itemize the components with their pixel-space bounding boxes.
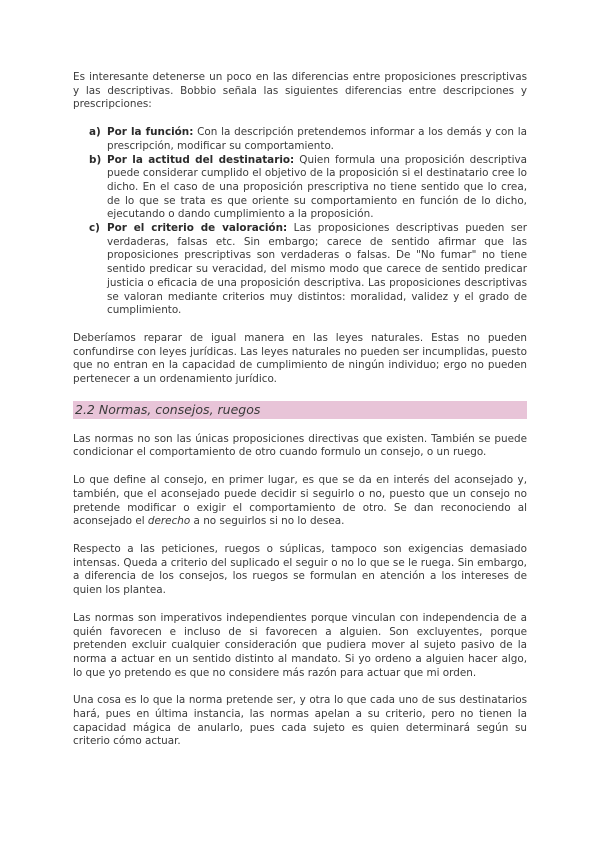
list-marker: c) (89, 222, 100, 235)
list-marker: a) (89, 126, 101, 139)
paragraph-criteria: Una cosa es lo que la norma pretende ser, y otra lo que cada uno de sus destinatarios hará, pues en última instancia, las normas apelan a su criterio, pero no tienen la capacidad mágica de anularlo, pues cada sujeto es quien determinará según su criterio cómo actuar. (73, 694, 527, 748)
list-item-label: Por el criterio de valoración: (107, 222, 288, 235)
list-item-text: Quien formula una proposición descriptiva puede considerar cumplido el objetivo de la proposición si el destinatario cree lo dicho. En el caso de una proposición prescriptiva no tiene sentido que lo crea, de lo que se trata es que oriente su comportamiento en función de lo dicho, ejecutando o dando cumplimiento a la proposición. (107, 153, 527, 221)
paragraph-advice-text: Lo que define al consejo, en primer lugar, es que se da en interés del aconsejado y, también, que el aconsejado puede decidir si seguirlo o no, puesto que un consejo no pretende modificar o exigir el comportamiento de otro. Se dan reconociendo al aconsejado el (73, 474, 527, 528)
natural-laws-paragraph: Deberíamos reparar de igual manera en las leyes naturales. Estas no pueden confundirse con leyes jurídicas. Las leyes naturales no pueden ser incumplidas, puesto que no entran en la capacidad de cumplimiento de ningún individuo; ergo no pueden pertenecer a un ordenamiento jurídico. (73, 331, 527, 386)
paragraph-advice (73, 474, 527, 529)
section-heading: 2.2 Normas, consejos, ruegos (73, 401, 527, 419)
list-item (73, 154, 527, 223)
paragraph-imperatives: Las normas son imperativos independientes porque vinculan con independencia de a quién favorecen e incluso de si favorecen a alguien. Son excluyentes, porque pretenden excluir cualquier consideración que pudiera mover al sujeto pasivo de la norma a actuar en un sentido distinto al mandato. Si yo ordeno a alguien hacer algo, lo que yo pretendo es que no considere más razón para actuar que mi orden. (73, 611, 527, 679)
list-item (73, 126, 527, 153)
section-heading-wrap (73, 401, 527, 419)
paragraph-advice-tail: a no seguirlos si no lo desea. (190, 515, 345, 528)
list-item (73, 222, 527, 318)
list-item-label: Por la función: (107, 126, 194, 139)
list-marker: b) (89, 153, 102, 166)
list-item-text: Con la descripción pretendemos informar a los demás y con la prescripción, modificar su comportamiento. (107, 126, 527, 152)
paragraph-requests: Respecto a las peticiones, ruegos o súplicas, tampoco son exigencias demasiado intensas. Queda a criterio del suplicado el seguir o no lo que se le ruega. Sin embargo, a diferencia de los consejos, los ruegos se formulan en atención a los intereses de quien los plantea. (73, 542, 527, 597)
list-item-text: Las proposiciones descriptivas pueden ser verdaderas, falsas etc. Sin embargo; carece de sentido afirmar que las proposiciones prescriptivas son verdaderas o falsas. De "No fumar" no tiene sentido predicar su veracidad, del mismo modo que carece de sentido predicar justicia o eficacia de una proposición descriptiva. Las proposiciones descriptivas se valoran mediante criterios muy distintos: moralidad, validez y el grado de cumplimiento. (107, 222, 527, 317)
emphasis-derecho: derecho (147, 515, 191, 528)
page-content (73, 71, 527, 763)
list-item-label: Por la actitud del destinatario: (107, 153, 295, 166)
intro-paragraph: Es interesante detenerse un poco en las diferencias entre proposiciones prescriptivas y las descriptivas. Bobbio señala las siguientes diferencias entre descripciones y prescripciones: (73, 71, 527, 111)
differences-list (73, 126, 527, 318)
paragraph-norms-intro: Las normas no son las únicas proposiciones directivas que existen. También se puede condicionar el comportamiento de otro cuando formulo un consejo, o un ruego. (73, 432, 527, 459)
